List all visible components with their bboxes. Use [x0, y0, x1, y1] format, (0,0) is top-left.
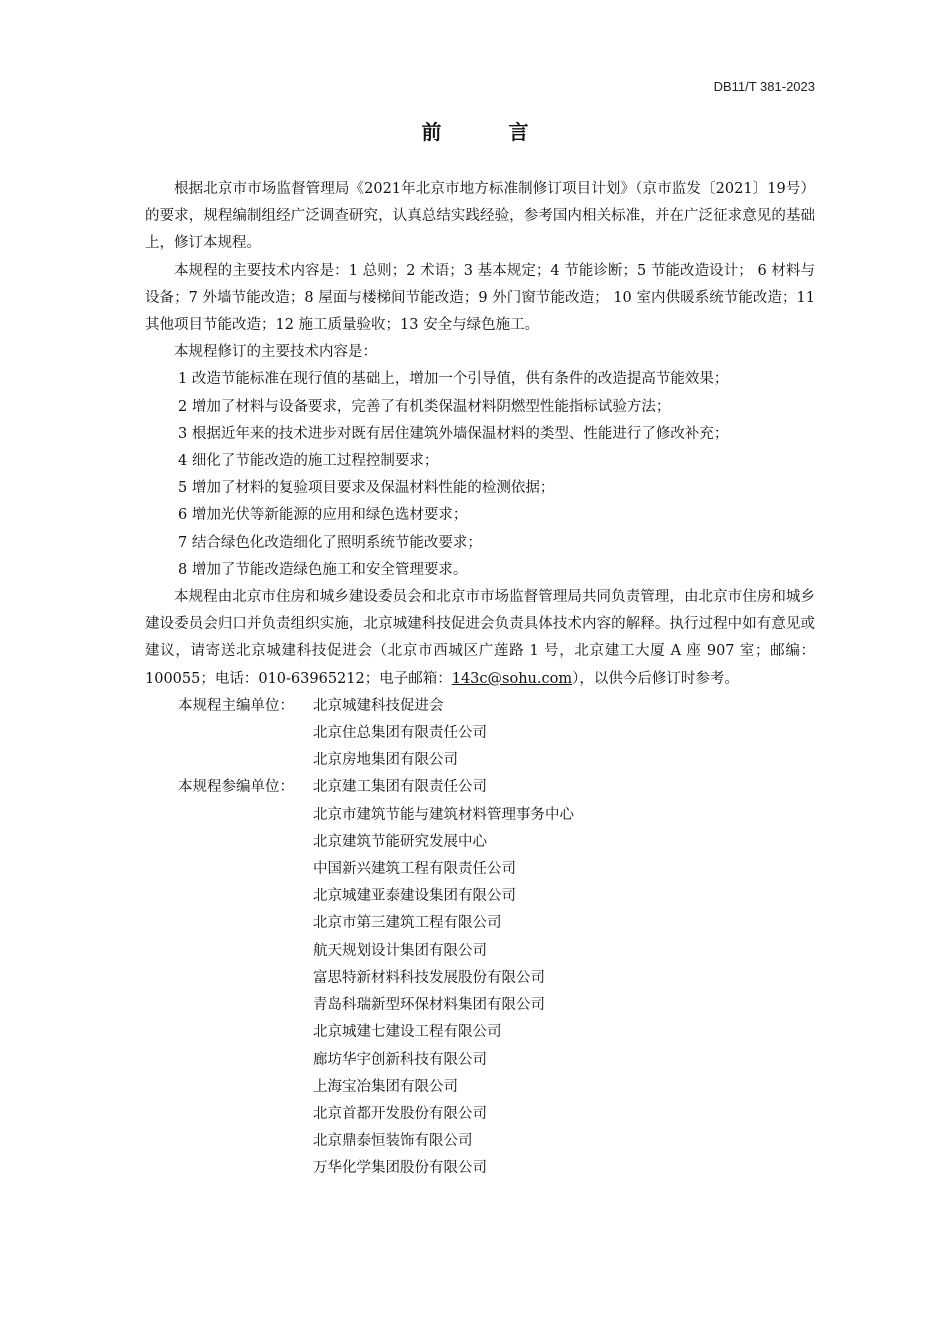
document-body: [145, 176, 815, 1183]
revision-item: 5 增加了材料的复验项目要求及保温材料性能的检测依据；: [178, 480, 555, 497]
unit-name: 上海宝冶集团有限公司: [313, 1078, 458, 1095]
unit-name: 富思特新材料科技发展股份有限公司: [313, 969, 545, 986]
revision-item: 1 改造节能标准在现行值的基础上，增加一个引导值，供有条件的改造提高节能效果；: [178, 371, 729, 388]
chief-units-section: [145, 693, 815, 775]
revision-item: 6 增加光伏等新能源的应用和绿色选材要求；: [178, 507, 468, 524]
participating-units-label: 本规程参编单位：: [178, 779, 294, 796]
unit-name: 北京城建七建设工程有限公司: [313, 1024, 502, 1041]
unit-name: 北京建工集团有限责任公司: [313, 779, 487, 796]
unit-name: 廊坊华宇创新科技有限公司: [313, 1051, 487, 1068]
unit-name: 北京住总集团有限责任公司: [313, 725, 487, 742]
unit-name: 北京建筑节能研究发展中心: [313, 833, 487, 850]
unit-name: 航天规划设计集团有限公司: [313, 942, 487, 959]
unit-name: 北京首都开发股份有限公司: [313, 1105, 487, 1122]
unit-name: 北京市第三建筑工程有限公司: [313, 915, 502, 932]
unit-name: 北京城建亚泰建设集团有限公司: [313, 888, 516, 905]
document-code: DB11/T 381-2023: [713, 79, 815, 94]
revision-intro-paragraph: 本规程修订的主要技术内容是：: [174, 344, 377, 361]
participating-units-section: [145, 774, 815, 1182]
intro-paragraph: 根据北京市市场监督管理局《2021年北京市地方标准制修订项目计划》（京市监发〔2021〕19号）的要求，规程编制组经广泛调查研究，认真总结实践经验，参考国内相关标准，并在广泛征求意见的基础上，修订本规程。: [145, 181, 815, 252]
email-link[interactable]: 143c@sohu.com: [451, 670, 573, 687]
unit-name: 青岛科瑞新型环保材料集团有限公司: [313, 997, 545, 1014]
management-text-end: ），以供今后修订时参考。: [572, 670, 739, 687]
revision-item: 8 增加了节能改造绿色施工和安全管理要求。: [178, 561, 468, 578]
unit-name: 万华化学集团股份有限公司: [313, 1160, 487, 1177]
chief-units-list: [313, 693, 487, 775]
unit-name: 北京房地集团有限公司: [313, 752, 458, 769]
revision-item: 3 根据近年来的技术进步对既有居住建筑外墙保温材料的类型、性能进行了修改补充；: [178, 425, 729, 442]
revision-item: 4 细化了节能改造的施工过程控制要求；: [178, 453, 439, 470]
unit-name: 中国新兴建筑工程有限责任公司: [313, 861, 516, 878]
page-title: 前 言: [421, 120, 559, 144]
management-text: 本规程由北京市住房和城乡建设委员会和北京市市场监督管理局共同负责管理，由北京市住房和城乡建设委员会归口并负责组织实施，北京城建科技促进会负责具体技术内容的解释。执行过程中如有意见或建议，请寄送北京城建科技促进会（北京市西城区广莲路 1 号，北京建工大厦 A 座 907 室；邮编：100055；电话：010-63965212；电子邮箱：: [145, 589, 815, 687]
revision-item: 2 增加了材料与设备要求，完善了有机类保温材料阴燃型性能指标试验方法；: [178, 398, 671, 415]
revision-item: 7 结合绿色化改造细化了照明系统节能改要求；: [178, 534, 482, 551]
unit-name: 北京城建科技促进会: [313, 697, 444, 714]
unit-name: 北京鼎泰恒装饰有限公司: [313, 1133, 473, 1150]
management-paragraph: [145, 584, 815, 693]
participating-units-list: [313, 774, 574, 1182]
chief-units-label: 本规程主编单位：: [178, 697, 294, 714]
unit-name: 北京市建筑节能与建筑材料管理事务中心: [313, 806, 574, 823]
main-content-paragraph: 本规程的主要技术内容是：1 总则；2 术语；3 基本规定；4 节能诊断；5 节能改造设计； 6 材料与设备；7 外墙节能改造；8 屋面与楼梯间节能改造；9 外门窗节能改造； 10 室内供暖系统节能改造；11 其他项目节能改造；12 施工质量验收；13 安全与绿色施工。: [145, 262, 815, 334]
revision-list: [145, 366, 815, 584]
